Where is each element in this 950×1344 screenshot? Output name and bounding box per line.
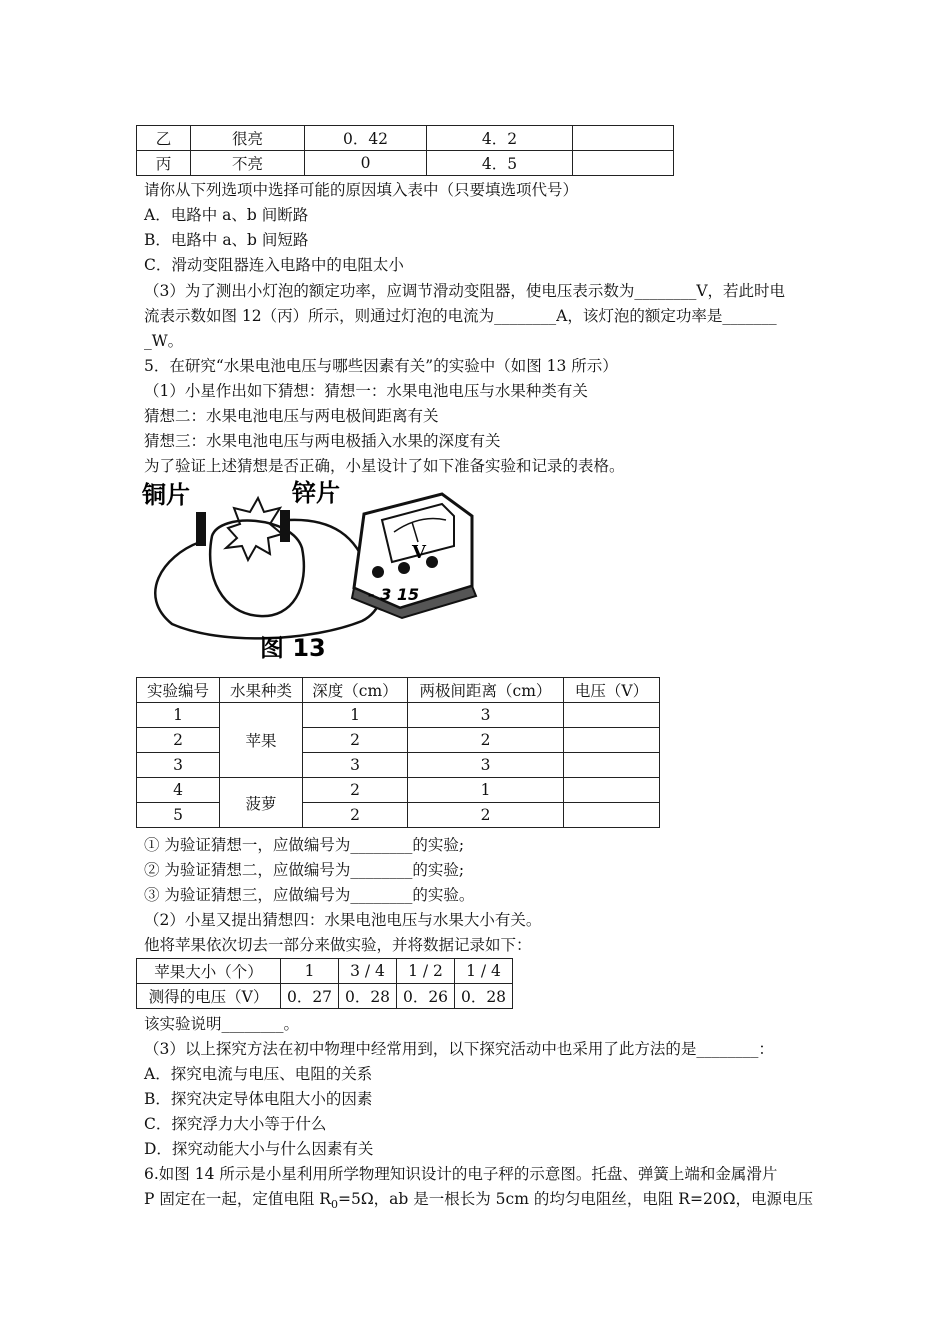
table-cell: 2 [137,728,220,753]
zinc-label: 锌片 [292,479,340,507]
table-row [137,126,674,151]
table-header-row [137,678,660,703]
apple-size-table [136,958,513,1009]
calyx-leaves [226,498,282,560]
header-cell: 电压（V） [564,678,660,703]
table-cell: 0．28 [339,984,397,1009]
terminal-15 [426,556,438,568]
text-line: 猜想三：水果电池电压与两电极插入水果的深度有关 [144,432,501,450]
zinc-plate [280,510,290,542]
text-line: _W。 [144,332,184,350]
subscript: 0 [330,1198,338,1212]
figure-13-fruit-battery [142,476,482,666]
table-cell: 1 [137,703,220,728]
text-line: 他将苹果依次切去一部分来做实验，并将数据记录如下： [144,936,532,954]
experiment-table [136,677,660,828]
table-cell: 1 / 2 [397,959,455,984]
table-cell [573,126,674,151]
table-cell: 丙 [137,151,191,176]
table-cell: 很亮 [191,126,305,151]
table-cell: 1 [281,959,339,984]
table-row [137,151,674,176]
table-row [137,703,660,728]
option-a: A．探究电流与电压、电阻的关系 [144,1065,373,1083]
row-label: 测得的电压（V） [137,984,281,1009]
table-row [137,753,660,778]
text-fragment: P 固定在一起，定值电阻 R [144,1190,331,1208]
header-cell: 两极间距离（cm） [408,678,564,703]
table-cell: 2 [303,803,408,828]
table-cell: 0．26 [397,984,455,1009]
table-cell: 2 [408,728,564,753]
terminal-negative [372,566,384,578]
question-5: 5．在研究“水果电池电压与哪些因素有关”的实验中（如图 13 所示） [144,357,618,375]
row-label: 苹果大小（个） [137,959,281,984]
table-cell: 4 [137,778,220,803]
table-cell: 0．42 [305,126,427,151]
table-cell: 4．5 [427,151,573,176]
option-b: B．探究决定导体电阻大小的因素 [144,1090,373,1108]
text-line: （2）小星又提出猜想四：水果电池电压与水果大小有关。 [144,911,542,929]
table-cell: 0 [305,151,427,176]
fruit-cell: 菠萝 [220,778,303,828]
text-line: （1）小星作出如下猜想：猜想一：水果电池电压与水果种类有关 [144,382,588,400]
text-line [144,1189,813,1215]
copper-plate [196,512,206,546]
copper-label: 铜片 [142,481,190,509]
table-row [137,803,660,828]
wire-copper [155,542,383,638]
voltmeter-symbol: V [412,542,426,563]
table-cell [564,703,660,728]
table-cell: 1 [408,778,564,803]
table-cell: 4．2 [427,126,573,151]
header-cell: 实验编号 [137,678,220,703]
option-c: C．滑动变阻器连入电路中的电阻太小 [144,256,404,274]
lamp-table [136,125,674,176]
table-cell [564,728,660,753]
table-cell: 0．28 [455,984,513,1009]
table-cell: 3 [303,753,408,778]
table-cell: 2 [303,778,408,803]
text-line: ③ 为验证猜想三，应做编号为________的实验。 [144,886,475,904]
table-cell: 3 / 4 [339,959,397,984]
table-cell [564,753,660,778]
table-cell [564,803,660,828]
fruit-cell: 苹果 [220,703,303,778]
option-d: D．探究动能大小与什么因素有关 [144,1140,374,1158]
text-line: 为了验证上述猜想是否正确，小星设计了如下准备实验和记录的表格。 [144,457,625,475]
table-row [137,984,513,1009]
table-cell: 不亮 [191,151,305,176]
table-cell: 5 [137,803,220,828]
option-a: A．电路中 a、b 间断路 [144,206,309,224]
table-row [137,959,513,984]
text-line: ① 为验证猜想一，应做编号为________的实验; [144,836,465,854]
table-cell: 2 [408,803,564,828]
option-b: B．电路中 a、b 间短路 [144,231,309,249]
table-cell [573,151,674,176]
table-cell: 0．27 [281,984,339,1009]
table-cell [564,778,660,803]
header-cell: 水果种类 [220,678,303,703]
table-row [137,728,660,753]
table-cell: 3 [408,753,564,778]
table-cell: 1 / 4 [455,959,513,984]
figure-caption: 图 13 [260,634,326,662]
terminal-labels: - 3 15 [368,585,420,604]
question-6: 6.如图 14 所示是小星利用所学物理知识设计的电子秤的示意图。托盘、弹簧上端和金属滑片 [144,1165,778,1183]
terminal-3 [398,562,410,574]
text-line: 流表示数如图 12（丙）所示，则通过灯泡的电流为________A，该灯泡的额定功率是_______ [144,307,777,325]
text-line: （3）为了测出小灯泡的额定功率，应调节滑动变阻器，使电压表示数为________V，若此时电 [144,282,786,300]
text-line: ② 为验证猜想二，应做编号为________的实验; [144,861,465,879]
table-cell: 3 [408,703,564,728]
table-cell: 1 [303,703,408,728]
option-c: C．探究浮力大小等于什么 [144,1115,327,1133]
text-line: 请你从下列选项中选择可能的原因填入表中（只要填选项代号） [144,181,579,199]
header-cell: 深度（cm） [303,678,408,703]
table-cell: 2 [303,728,408,753]
text-line: 该实验说明________。 [144,1015,300,1033]
text-fragment: =5Ω，ab 是一根长为 5cm 的均匀电阻丝，电阻 R=20Ω，电源电压 [337,1190,814,1208]
table-cell: 3 [137,753,220,778]
table-cell: 乙 [137,126,191,151]
text-line: （3）以上探究方法在初中物理中经常用到，以下探究活动中也采用了此方法的是________： [144,1040,774,1058]
text-line: 猜想二：水果电池电压与两电极间距离有关 [144,407,439,425]
table-row [137,778,660,803]
